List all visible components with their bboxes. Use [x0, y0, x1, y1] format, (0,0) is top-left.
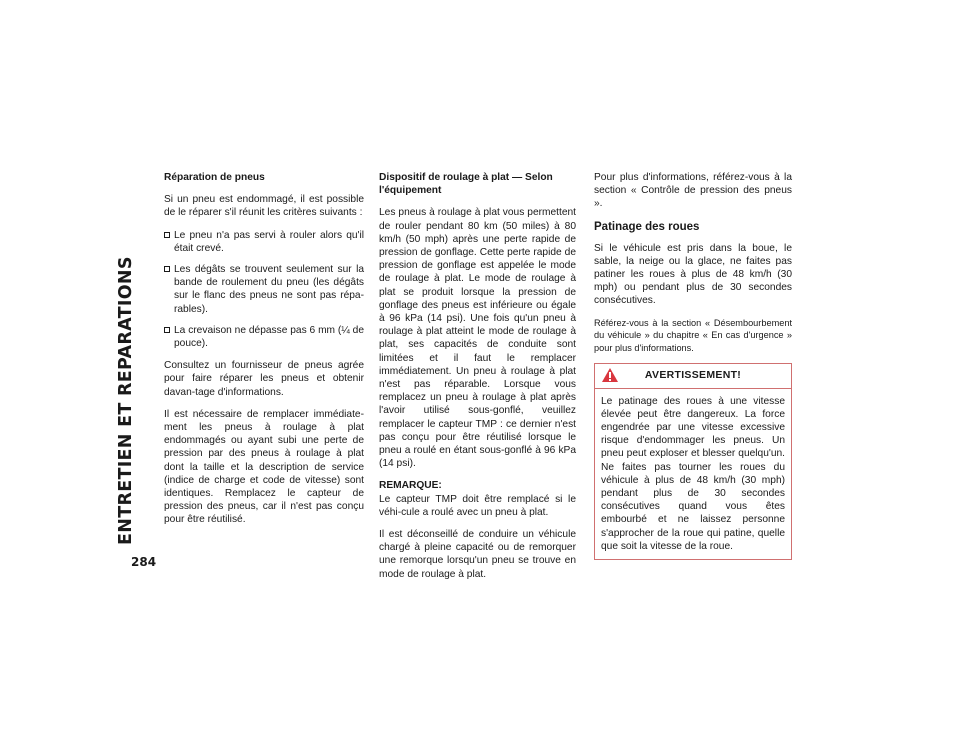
paragraph-consult-dealer: Consultez un fournisseur de pneus agrée pour faire réparer les pneus et obtenir davan-tage d'informations. — [164, 360, 364, 398]
note-label: REMARQUE: — [379, 480, 442, 492]
paragraph-wheel-spin: Si le véhicule est pris dans la boue, le sable, la neige ou la glace, ne faites pas patiner les roues à plus de 48 km/h (30 mph) ou pendant plus de 30 secondes consécutives. — [594, 242, 792, 307]
warning-text: Le patinage des roues à une vitesse élevée peut être dangereux. La force engendrée par une vitesse excessive risque d'endommager les pneus. Un pneu peut exploser et blesser quelqu'un. Ne faites pas tourner les roues du véhicule à plus de 48 km/h (30 mph) pendant plus de 30 secondes consécutives quand vous êtes embourbé et ne laissez personne s'approcher de la roue qui patine, quelle que soit la vitesse de la roue. — [601, 395, 785, 552]
paragraph-run-flat: Les pneus à roulage à plat vous permettent de rouler pendant 80 km (50 miles) à 80 km/h (50 mph) après une perte rapide de pression de gonflage. Cette perte rapide de pression de gonflage est appelée le mode de roulage à plat. Le mode de roulage à plat se produit lorsque la pression de gonflage des pneus est inférieure ou égale à 96 kPa (14 psi). Une fois qu'un pneu à roulage à plat atteint le mode de roulage à plat, ses capacités de conduite sont limitées et il faut le remplacer immédiatement. Un pneu à roulage à plat n'est pas réparable. Lorsque vous remplacez un pneu à roulage à plat après l'avoir utilisé sous-gonflé, veuillez remplacer le capteur TMP : ce dernier n'est pas conçu pour être réutilisé lorsque le pneu a roulé en étant sous-gonflé à 96 kPa (14 psi). — [379, 207, 576, 470]
warning-triangle-icon — [601, 367, 619, 387]
note — [379, 479, 576, 519]
list-item-text: La crevaison ne dépasse pas 6 mm (¼ de pouce). — [174, 324, 364, 350]
column-right — [594, 171, 792, 560]
list-item — [164, 263, 364, 316]
heading-tire-repair: Réparation de pneus — [164, 172, 265, 183]
checkbox-bullet-icon — [164, 327, 170, 333]
checkbox-bullet-icon — [164, 232, 170, 238]
checkbox-bullet-icon — [164, 266, 170, 272]
paragraph-tpms-reference: Pour plus d'informations, référez-vous à la section « Contrôle de pression des pneus ». — [594, 172, 792, 210]
criteria-list — [164, 229, 364, 351]
warning-title: AVERTISSEMENT! — [644, 369, 742, 382]
list-item-text: Le pneu n'a pas servi à rouler alors qu'il était crevé. — [174, 229, 364, 254]
section-title-text: ENTRETIEN ET REPARATIONS — [116, 256, 136, 545]
warning-header — [595, 364, 791, 388]
heading-run-flat: Dispositif de roulage à plat — Selon l'équipement — [379, 172, 553, 197]
list-item — [164, 229, 364, 255]
warning-box — [594, 363, 792, 560]
paragraph-full-load: Il est déconseillé de conduire un véhicule chargé à pleine capacité ou de remorquer une remorque lorsqu'un pneu se trouve en mode de roulage à plat. — [379, 529, 576, 580]
column-middle — [379, 171, 576, 590]
page-number: 284 — [131, 555, 157, 569]
column-left — [164, 171, 364, 536]
list-item-text: Les dégâts se trouvent seulement sur la bande de roulement du pneu (les dégâts sur le flanc des pneus ne sont pas répa-rables). — [174, 264, 364, 315]
paragraph-repair-intro: Si un pneu est endommagé, il est possible de le réparer s'il réunit les critères suivants : — [164, 194, 364, 219]
paragraph-replace-runflat: Il est nécessaire de remplacer immédiate-ment les pneus à roulage à plat endommagés ou ayant subi une perte de pression par des pneus à roulage à plat dont la taille et la description de service (indice de charge et code de vitesse) sont identiques. Remplacez le capteur de pression des pneus, car il n'est pas conçu pour être réutilisé. — [164, 408, 364, 526]
warning-body — [595, 389, 791, 559]
heading-wheel-spin: Patinage des roues — [594, 220, 700, 233]
note-text: Le capteur TMP doit être remplacé si le véhi-cule a roulé avec un pneu à plat. — [379, 493, 576, 518]
list-item — [164, 324, 364, 350]
section-title-vertical — [114, 165, 140, 545]
paragraph-unstuck-reference: Référez-vous à la section « Désembourbement du véhicule » du chapitre « En cas d'urgence » pour plus d'informations. — [594, 317, 792, 353]
